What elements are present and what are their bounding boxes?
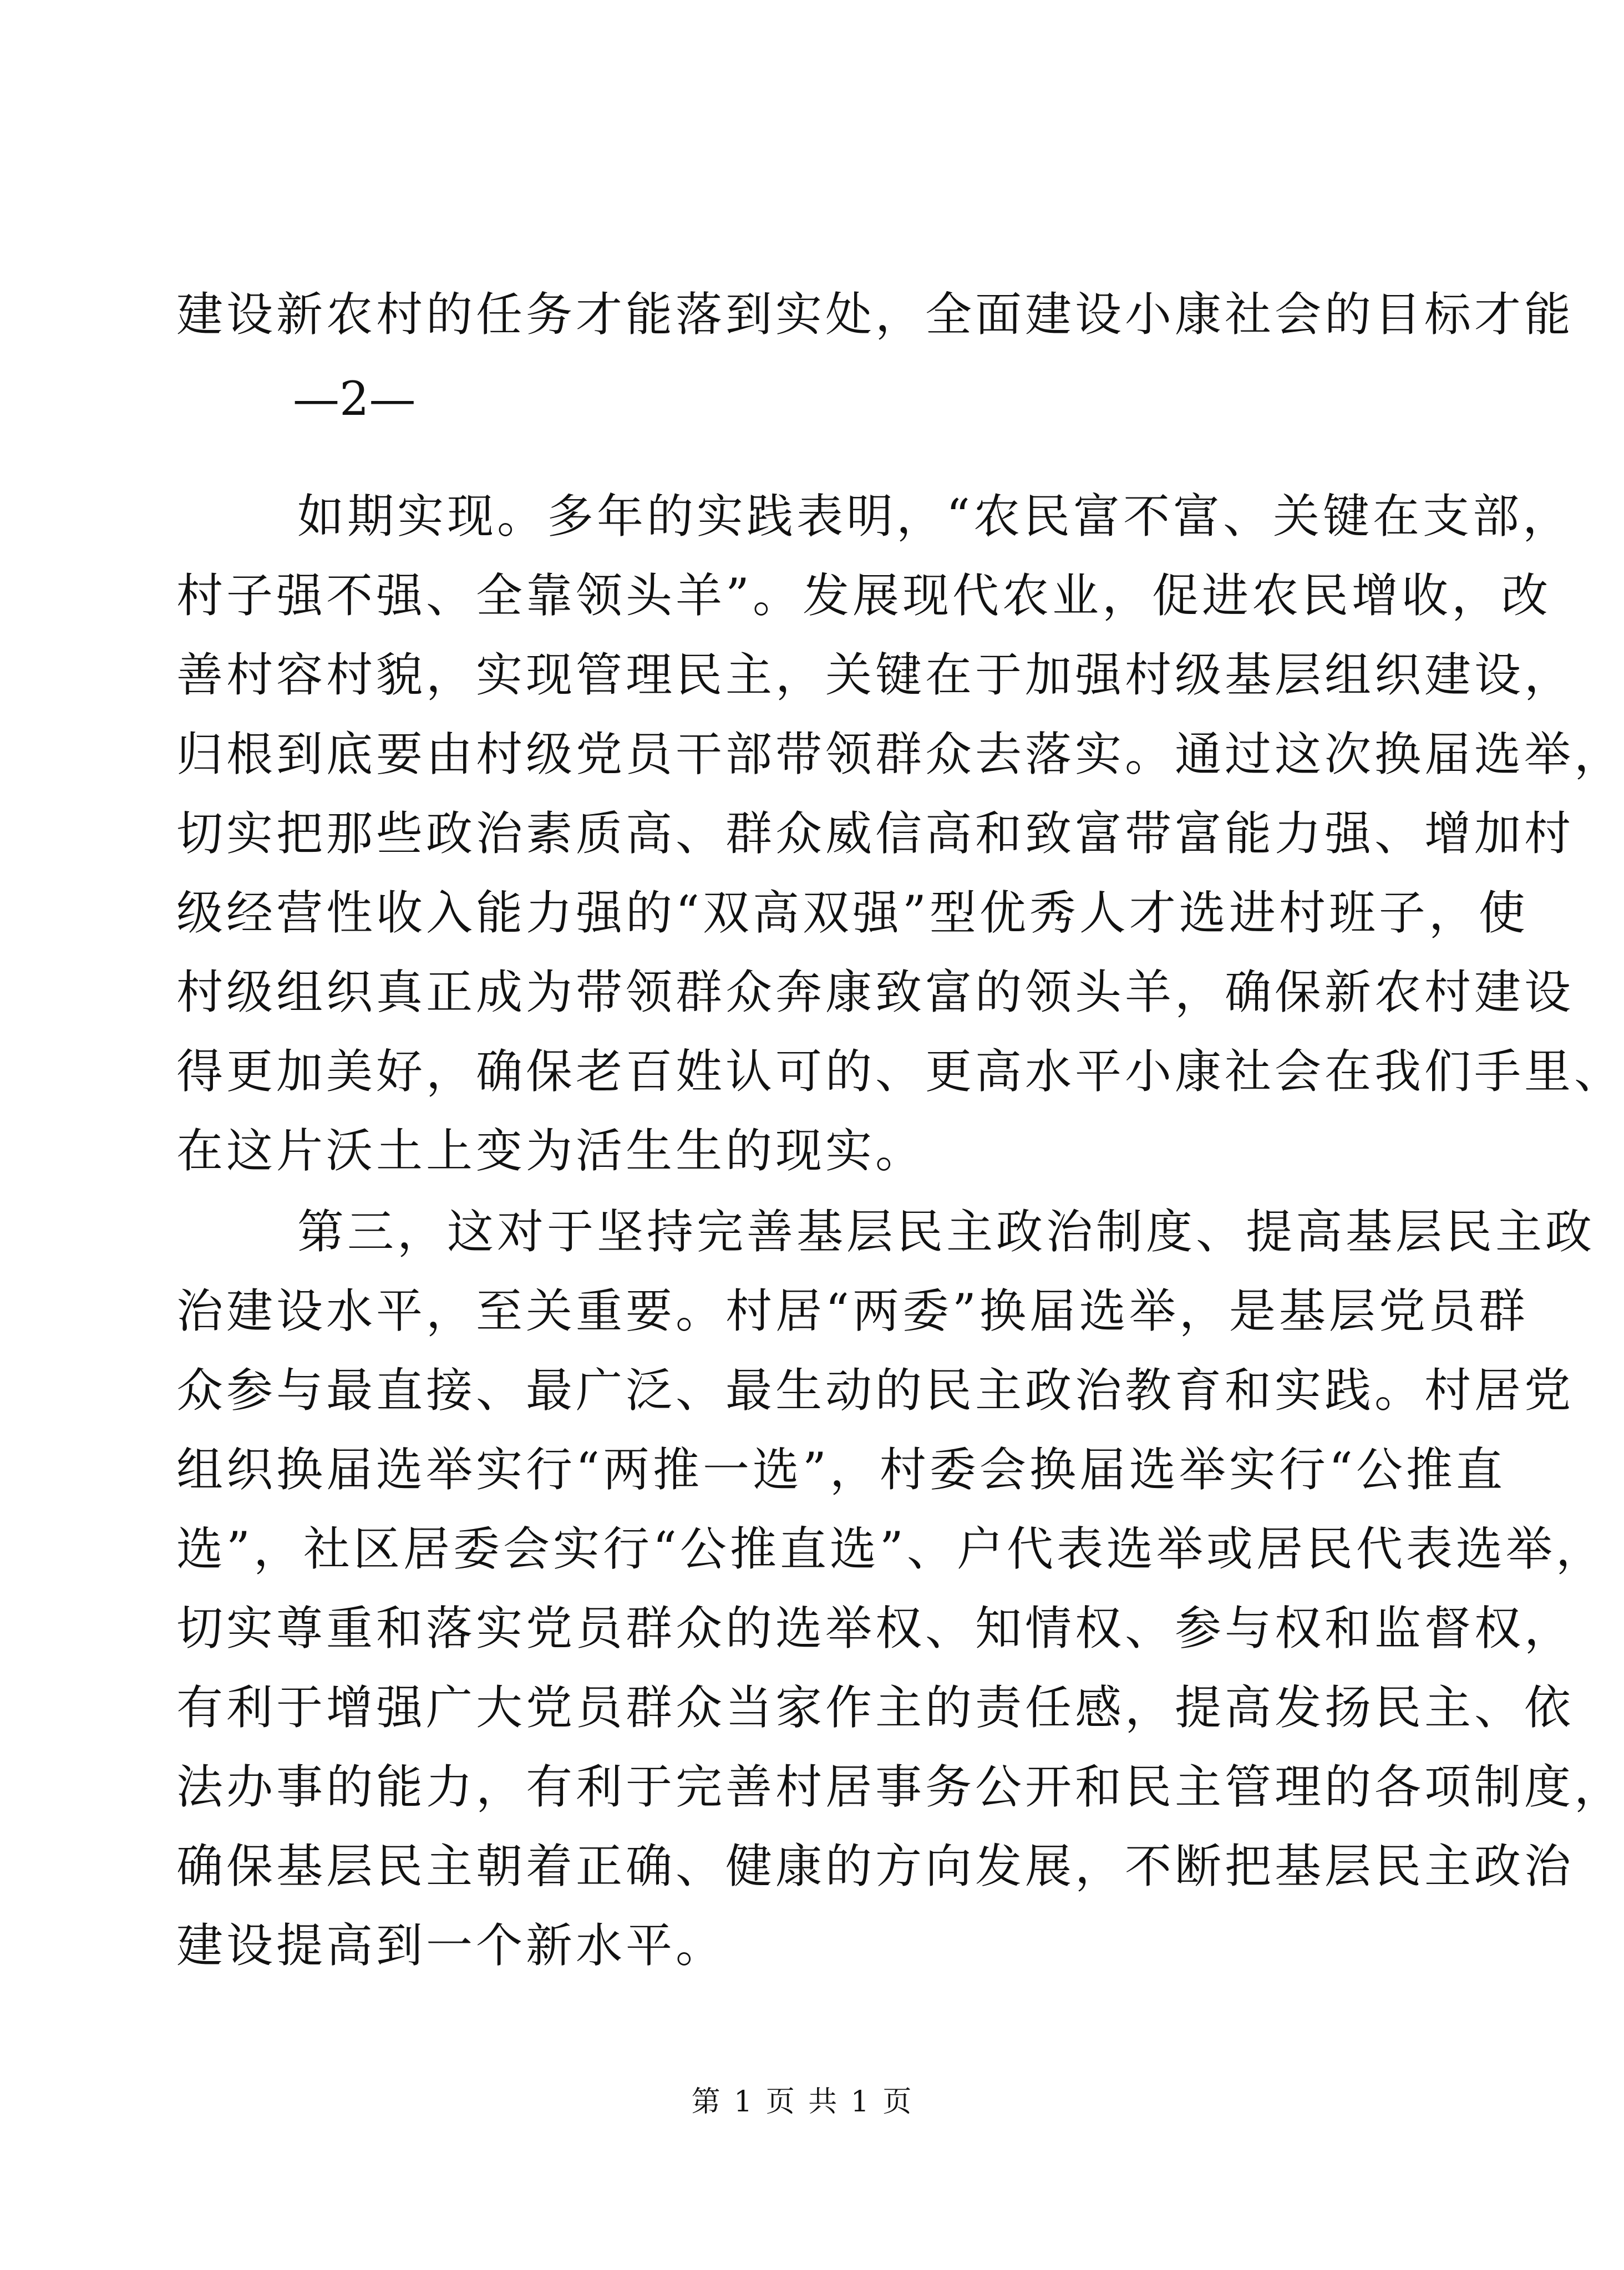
text-line: 切实把那些政治素质高、群众威信高和致富带富能力强、增加村 <box>176 806 1575 861</box>
page-footer: 第 1 页 共 1 页 <box>691 2085 914 2119</box>
text-line: 村级组织真正成为带领群众奔康致富的领头羊，确保新农村建设 <box>176 965 1575 1019</box>
paragraph <box>176 1192 1624 1985</box>
text-line: 组织换届选举实行“两推一选”，村委会换届选举实行“公推直 <box>176 1443 1506 1497</box>
text-line: 村子强不强、全靠领头羊”。发展现代农业，促进农民增收，改 <box>176 568 1551 623</box>
text-line: 确保基层民主朝着正确、健康的方向发展，不断把基层民主政治 <box>176 1839 1575 1893</box>
text-line: 归根到底要由村级党员干部带领群众去落实。通过这次换届选举， <box>176 727 1624 781</box>
text-line: 级经营性收入能力强的“双高双强”型优秀人才选进村班子，使 <box>176 886 1529 940</box>
text-line: 善村容村貌，实现管理民主，关键在于加强村级基层组织建设， <box>176 648 1575 702</box>
text-line: 法办事的能力，有利于完善村居事务公开和民主管理的各项制度， <box>176 1760 1624 1814</box>
text-line: 第三，这对于坚持完善基层民主政治制度、提高基层民主政 <box>297 1205 1596 1259</box>
continued-text <box>176 275 1575 354</box>
text-line: 得更加美好，确保老百姓认可的、更高水平小康社会在我们手里、 <box>176 1044 1624 1099</box>
text-line: 建设新农村的任务才能落到实处，全面建设小康社会的目标才能 <box>176 287 1575 342</box>
text-line: 有利于增强广大党员群众当家作主的责任感，提高发扬民主、依 <box>176 1680 1575 1735</box>
text-line: 选”，社区居委会实行“公推直选”、户代表选举或居民代表选举， <box>176 1522 1606 1576</box>
paragraph <box>176 477 1624 1191</box>
page-marker: —2— <box>293 372 416 426</box>
text-line: 众参与最直接、最广泛、最生动的民主政治教育和实践。村居党 <box>176 1363 1575 1418</box>
text-line: 切实尊重和落实党员群众的选举权、知情权、参与权和监督权， <box>176 1601 1575 1655</box>
text-line: 建设提高到一个新水平。 <box>176 1918 726 1973</box>
text-line: 治建设水平，至关重要。村居“两委”换届选举，是基层党员群 <box>176 1284 1529 1338</box>
text-line: 在这片沃土上变为活生生的现实。 <box>176 1124 926 1178</box>
text-line: 如期实现。多年的实践表明，“农民富不富、关键在支部， <box>297 489 1572 544</box>
